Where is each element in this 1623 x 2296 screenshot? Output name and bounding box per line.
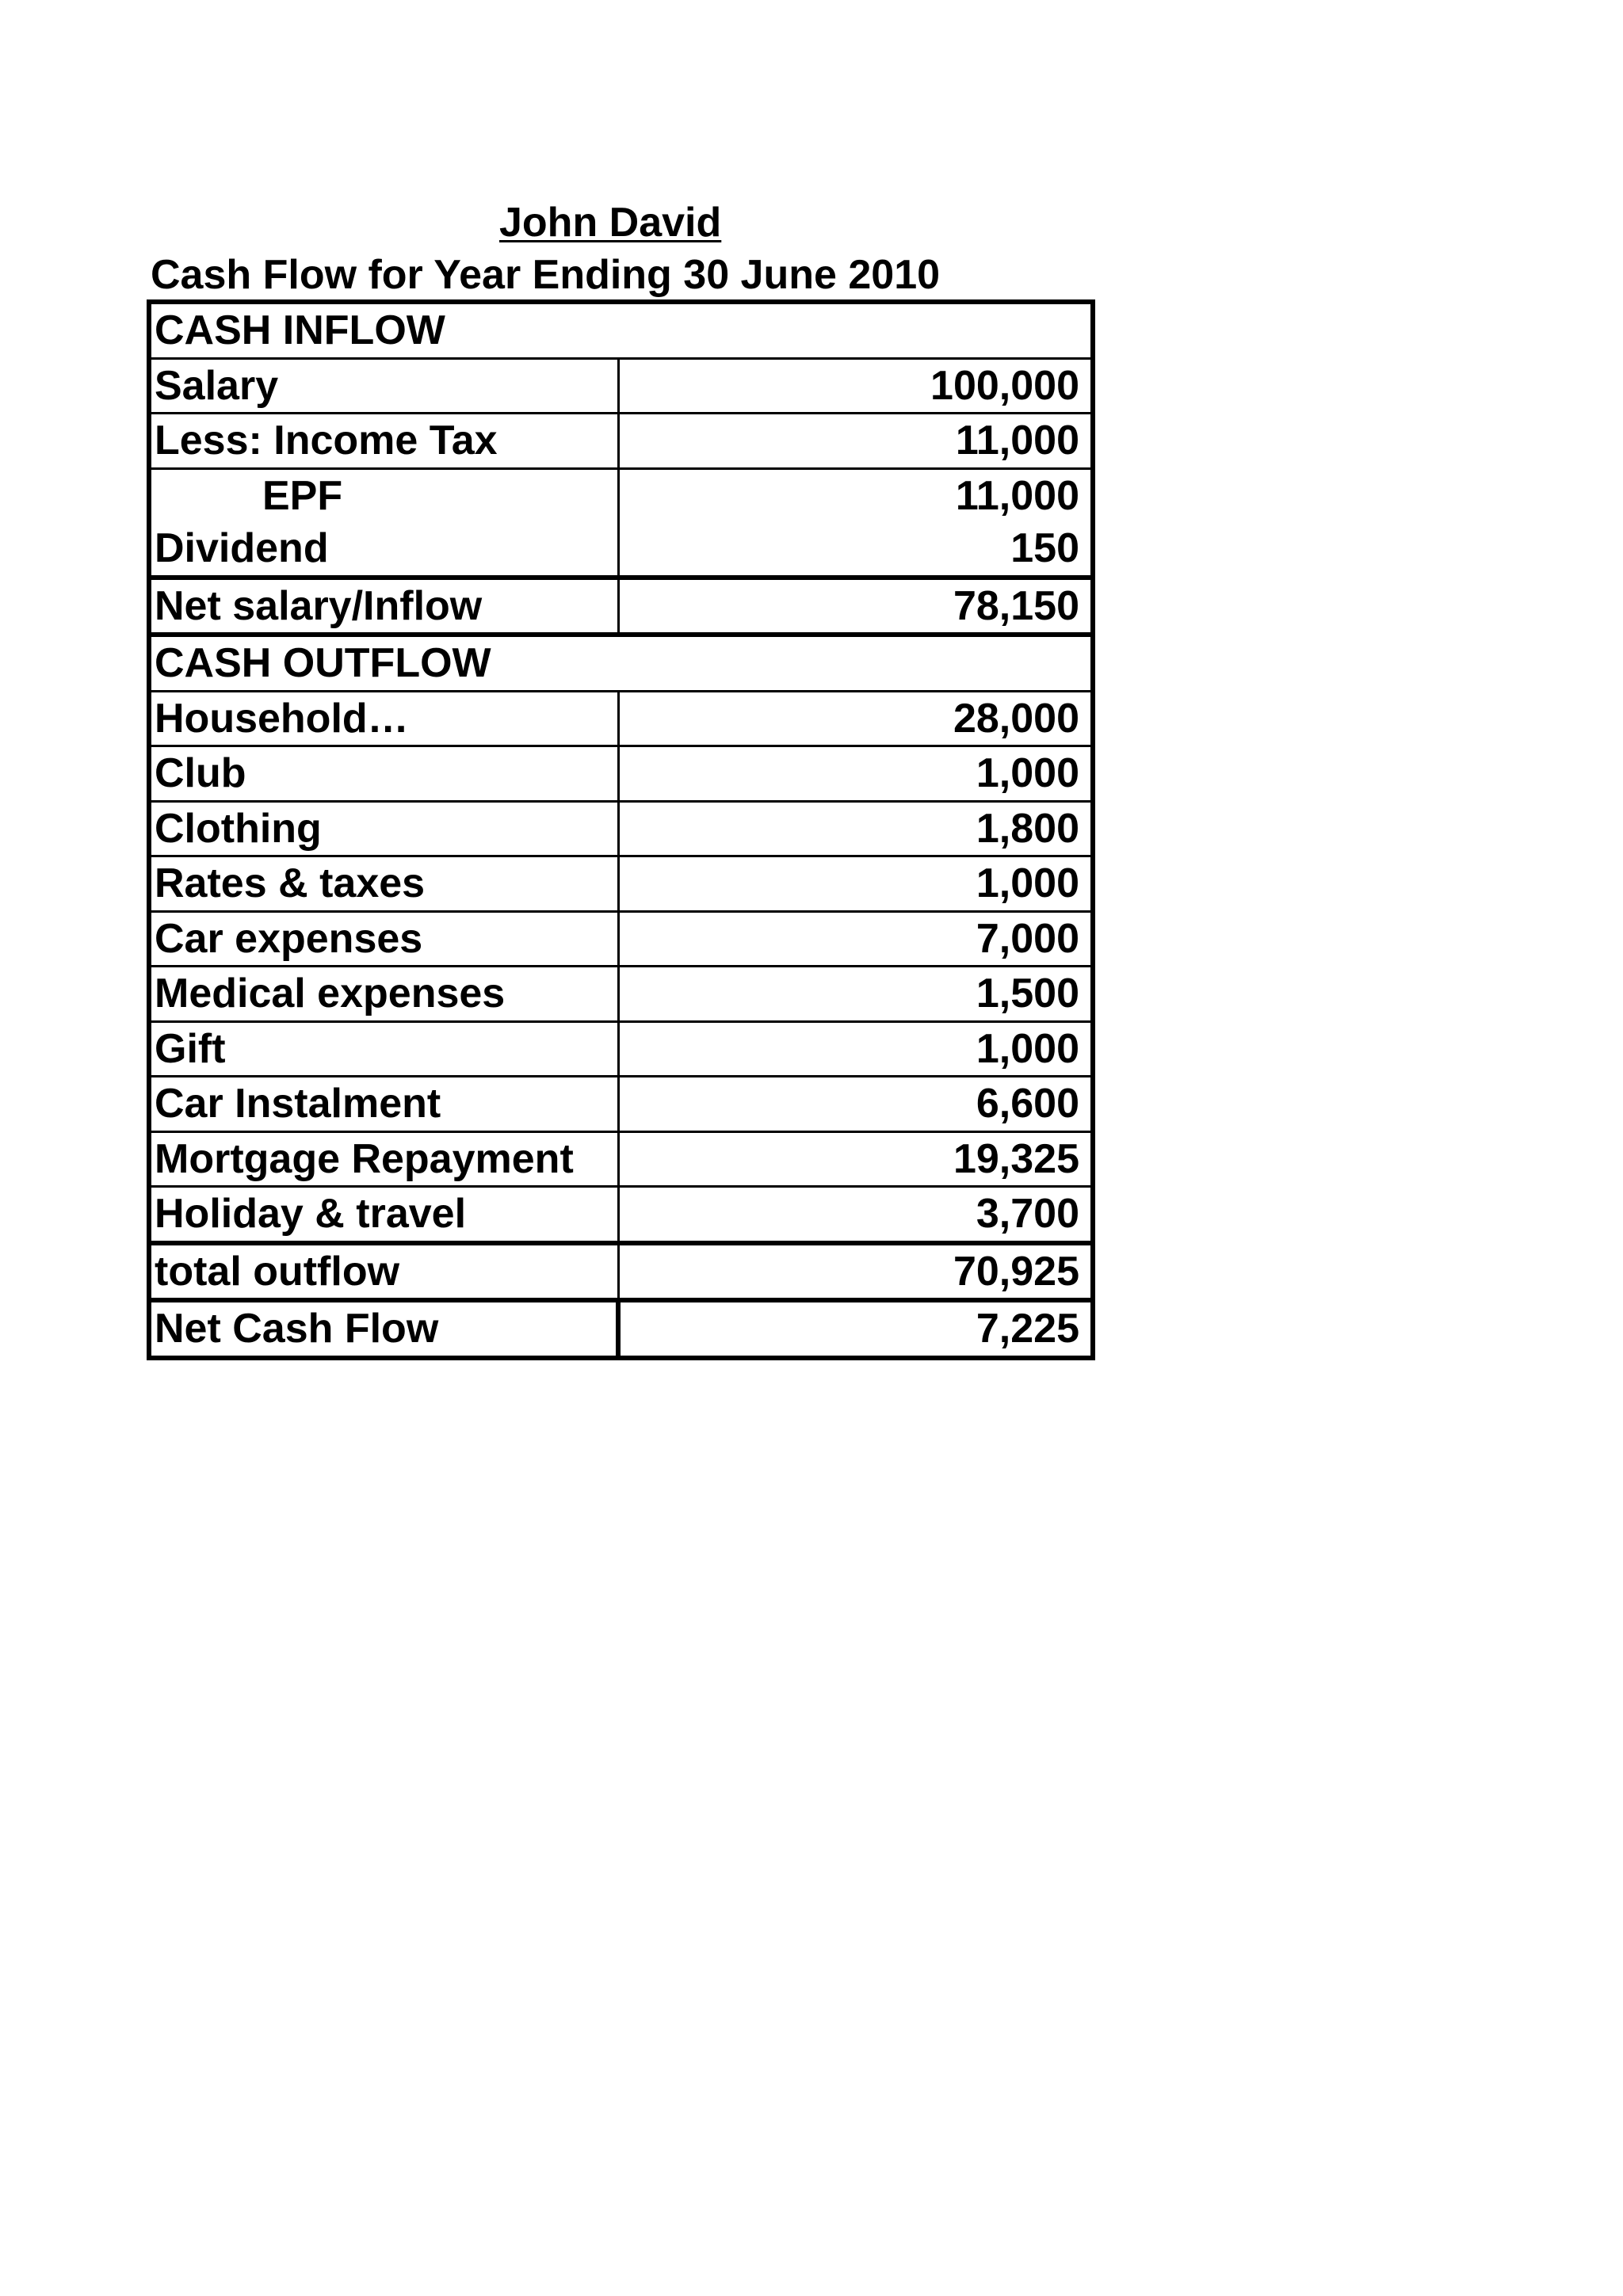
row-amount-medical-expenses: 1,500	[618, 967, 1093, 1022]
table-row	[149, 911, 1093, 967]
row-amount-gift: 1,000	[618, 1021, 1093, 1077]
row-label-mortgage-repayment: Mortgage Repayment	[149, 1131, 618, 1187]
row-amount-club: 1,000	[618, 746, 1093, 802]
row-amount-income-tax: 11,000	[618, 414, 1093, 469]
row-label-car-expenses: Car expenses	[149, 911, 618, 967]
table-row	[149, 1187, 1093, 1243]
row-amount-mortgage-repayment: 19,325	[618, 1131, 1093, 1187]
net-inflow-label: Net salary/Inflow	[149, 578, 618, 635]
row-amount-car-expenses: 7,000	[618, 911, 1093, 967]
net-cash-flow-amount: 7,225	[618, 1300, 1093, 1358]
table-row	[149, 1021, 1093, 1077]
row-label-holiday-travel: Holiday & travel	[149, 1187, 618, 1243]
row-label-epf: EPF	[149, 468, 618, 522]
total-row	[149, 1243, 1093, 1301]
cash-inflow-header: CASH INFLOW	[149, 302, 1093, 358]
row-amount-salary: 100,000	[618, 358, 1093, 414]
table-row	[149, 801, 1093, 856]
row-amount-dividend: 150	[618, 522, 1093, 578]
row-amount-car-instalment: 6,600	[618, 1077, 1093, 1132]
net-cash-flow-label: Net Cash Flow	[149, 1300, 618, 1358]
row-label-gift: Gift	[149, 1021, 618, 1077]
cash-flow-table	[147, 299, 1095, 1360]
document-subtitle: Cash Flow for Year Ending 30 June 2010	[151, 252, 941, 298]
table-row	[149, 691, 1093, 746]
total-row	[149, 578, 1093, 635]
row-amount-rates-taxes: 1,000	[618, 856, 1093, 912]
table-row	[149, 468, 1093, 522]
table-row	[149, 414, 1093, 469]
row-label-medical-expenses: Medical expenses	[149, 967, 618, 1022]
section-header-row	[149, 635, 1093, 691]
row-label-dividend: Dividend	[149, 522, 618, 578]
row-amount-holiday-travel: 3,700	[618, 1187, 1093, 1243]
table-row	[149, 746, 1093, 802]
table-row	[149, 967, 1093, 1022]
row-label-car-instalment: Car Instalment	[149, 1077, 618, 1132]
row-amount-household: 28,000	[618, 691, 1093, 746]
row-label-rates-taxes: Rates & taxes	[149, 856, 618, 912]
table-row	[149, 1131, 1093, 1187]
table-row	[149, 522, 1093, 578]
row-amount-epf: 11,000	[618, 468, 1093, 522]
section-header-row	[149, 302, 1093, 358]
table-row	[149, 856, 1093, 912]
row-label-club: Club	[149, 746, 618, 802]
row-amount-clothing: 1,800	[618, 801, 1093, 856]
row-label-household: Household…	[149, 691, 618, 746]
total-outflow-amount: 70,925	[618, 1243, 1093, 1301]
document-name: John David	[499, 200, 722, 246]
row-label-salary: Salary	[149, 358, 618, 414]
table-row	[149, 1077, 1093, 1132]
net-cash-flow-row	[149, 1300, 1093, 1358]
row-label-income-tax: Less: Income Tax	[149, 414, 618, 469]
total-outflow-label: total outflow	[149, 1243, 618, 1301]
table-row	[149, 358, 1093, 414]
row-label-clothing: Clothing	[149, 801, 618, 856]
cash-outflow-header: CASH OUTFLOW	[149, 635, 1093, 691]
net-inflow-amount: 78,150	[618, 578, 1093, 635]
